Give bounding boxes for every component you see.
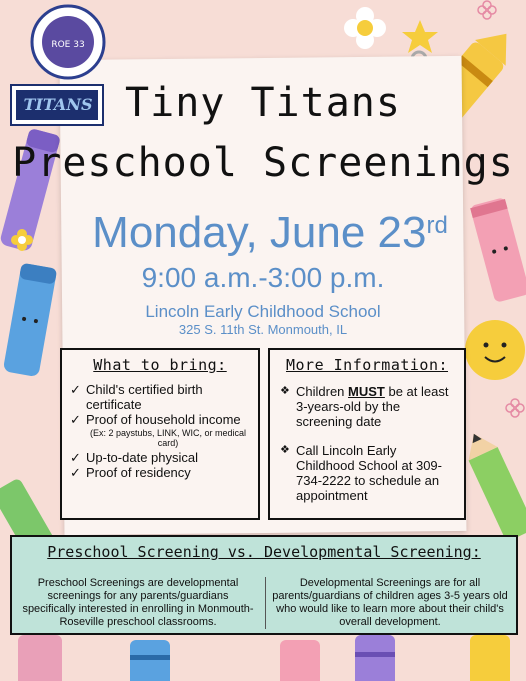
event-date-main: Monday, June 23 — [92, 208, 427, 257]
title-line1: Tiny Titans — [125, 80, 401, 126]
income-note: (Ex: 2 paystubs, LINK, WIC, or medical card) — [89, 428, 247, 448]
title-line2: Preschool Screenings — [12, 140, 514, 186]
event-location: Lincoln Early Childhood School — [145, 302, 381, 321]
checkmark-icon: ✓ — [70, 465, 81, 480]
district-seal-logo — [28, 2, 108, 82]
comparison-heading: Preschool Screening vs. Developmental Screening: — [47, 543, 481, 561]
divider — [265, 577, 266, 629]
list-item: ❖ Call Lincoln Early Childhood School at 309-734-2222 to schedule an appointment — [280, 443, 442, 503]
developmental-screening-description: Developmental Screenings are for all parents/guardians of children ages 3-5 years old who would like to learn more about their child's overall development. — [272, 577, 508, 628]
crayon-icon — [470, 635, 510, 681]
checkmark-icon: ✓ — [70, 450, 81, 465]
emphasis-must: MUST — [348, 384, 385, 399]
event-date-suffix: rd — [426, 212, 448, 239]
event-address: 325 S. 11th St. Monmouth, IL — [178, 322, 348, 337]
crayon-icon — [280, 640, 320, 681]
event-time: 9:00 a.m.-3:00 p.m. — [141, 262, 385, 293]
list-item: ✓ Child's certified birth certificate — [70, 382, 203, 412]
pencil-icon — [459, 427, 526, 542]
what-to-bring-heading: What to bring: — [93, 356, 227, 374]
flower-icon — [478, 1, 496, 19]
checkmark-icon: ✓ — [70, 412, 81, 427]
flower-icon — [344, 7, 386, 49]
crayon-icon — [130, 640, 170, 681]
preschool-screening-description: Preschool Screenings are developmental screenings for any parents/guardians specifically interested in enrolling in Monmouth-Roseville preschool classrooms. — [22, 577, 254, 628]
svg-text:ROE 33: ROE 33 — [51, 40, 85, 50]
list-item: ✓ Proof of household income — [70, 412, 241, 427]
star-icon — [402, 20, 438, 53]
checkmark-icon: ✓ — [70, 382, 81, 397]
crayon-icon — [18, 635, 62, 681]
list-item: ✓ Proof of residency — [70, 465, 191, 480]
list-item: ✓ Up-to-date physical — [70, 450, 198, 465]
titans-logo: TITANS — [10, 84, 104, 126]
list-item: ❖ Children MUST be at least 3-years-old by the screening date — [280, 384, 449, 429]
comparison-box — [10, 535, 518, 635]
diamond-bullet-icon: ❖ — [280, 385, 290, 397]
more-information-box — [268, 348, 466, 520]
event-date — [60, 208, 480, 258]
crayon-icon — [355, 635, 395, 681]
more-information-heading: More Information: — [285, 356, 449, 374]
what-to-bring-box — [60, 348, 260, 520]
diamond-bullet-icon: ❖ — [280, 444, 290, 456]
flower-icon — [506, 399, 524, 417]
